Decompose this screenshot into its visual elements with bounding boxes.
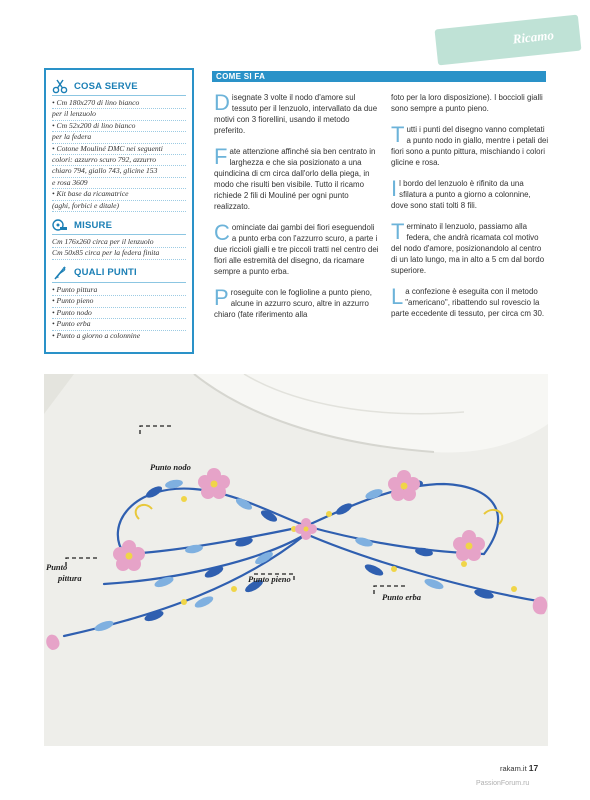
paragraph: Tutti i punti del disegno vanno completati a punto nodo in giallo, mentre i petali dei fiori sono a punto pittura, mischiando i colori glicine e rosa. <box>391 122 549 167</box>
list-item: Cm 50x85 circa per la federa finita <box>52 248 186 259</box>
paragraph: Terminato il lenzuolo, passiamo alla federa, che andrà ricamata col motivo del nodo d'amore, posizionandolo al centro di un lato lungo, ma in alto a 5 cm dal bordo superiore. <box>391 219 545 275</box>
list-item: • Cm 52x200 di lino bianco <box>52 121 186 132</box>
paragraph: Fate attenzione affinché sia ben centrato in larghezza e che sia posizionato a una quindicina di cm circa dall'orlo della piega, in modo che risulti ben visibile. Tutto il ricamo richiede 2 fili di Mouliné per ogni punto realizzato. <box>214 144 376 211</box>
cosa-serve-list <box>52 98 186 212</box>
paragraph: Cominciate dai gambi dei fiori eseguendoli a punto erba con l'azzurro scuro, a parte i due riccioli gialli e tre piccoli tratti nel centro dei fiori alle estremità del disegno, da ricamare sempre a punto erba. <box>214 220 379 276</box>
quali-punti-title: QUALI PUNTI <box>74 267 137 279</box>
materials-box <box>44 68 194 354</box>
callout-punto-pittura-line2: pittura <box>58 573 82 583</box>
embroidery-illustration <box>44 374 548 746</box>
page-number: 17 <box>528 763 539 773</box>
misure-header <box>52 217 186 233</box>
paragraph: Disegnate 3 volte il nodo d'amore sul tessuto per il lenzuolo, intervallato da due motivi con 3 fiorellini, usando il metodo preferito. <box>214 90 378 135</box>
needle-thread-icon <box>52 265 68 281</box>
callout-punto-erba: Punto erba <box>382 592 421 602</box>
list-item: • Cotone Mouliné DMC nei seguenti <box>52 144 186 155</box>
list-item: per la federa <box>52 132 186 143</box>
embroidery-photo <box>44 374 548 746</box>
footer-site: rakam.it <box>500 764 527 773</box>
callout-punto-pittura-line1: Punto <box>46 562 68 572</box>
callout-punto-pieno: Punto pieno <box>248 574 291 584</box>
paragraph: La confezione è eseguita con il metodo "americano", ribattendo sul rovescio la parte eccedente di tessuto, per circa cm 30. <box>391 284 545 318</box>
paragraph: foto per la loro disposizione). I boccioli gialli sono sempre a punto pieno. <box>391 93 543 113</box>
watermark: PassionForum.ru <box>476 780 530 787</box>
cosa-serve-header <box>52 78 186 94</box>
list-item: colori: azzurro scuro 792, azzurro <box>52 155 186 166</box>
list-item: • Cm 180x270 di lino bianco <box>52 98 186 109</box>
quali-punti-header <box>52 265 186 281</box>
list-item: • Punto erba <box>52 319 186 330</box>
section-tag-label: Ricamo <box>511 27 555 47</box>
list-item: chiaro 794, giallo 743, glicine 153 <box>52 166 186 177</box>
list-item: e rosa 3609 <box>52 178 186 189</box>
callout-punto-nodo: Punto nodo <box>150 462 191 472</box>
list-item: • Punto pittura <box>52 285 186 296</box>
paragraph: Proseguite con le foglioline a punto pieno, alcune in azzurro scuro, altre in azzurro chiaro (fate riferimento alla <box>214 285 372 319</box>
tape-measure-icon <box>52 217 68 233</box>
misure-list <box>52 237 186 260</box>
cosa-serve-title: COSA SERVE <box>74 80 138 92</box>
list-item: • Kit base da ricamatrice <box>52 189 186 200</box>
page-footer <box>500 763 538 773</box>
paragraph: Il bordo del lenzuolo è rifinito da una sfilatura a punto a giorno a colonnine, dove sono stati tolti 8 fili. <box>391 176 531 210</box>
list-item: • Punto pieno <box>52 296 186 307</box>
list-item: Cm 176x260 circa per il lenzuolo <box>52 237 186 248</box>
list-item: • Punto nodo <box>52 308 186 319</box>
list-item: per il lenzuolo <box>52 109 186 120</box>
howto-column-right <box>391 92 549 329</box>
list-item: • Punto a giorno a colonnine <box>52 330 141 340</box>
list-item: (aghi, forbici e ditale) <box>52 201 186 212</box>
howto-heading-bar <box>212 71 546 82</box>
howto-title: COME SI FA <box>216 72 266 81</box>
misure-title: MISURE <box>74 219 113 231</box>
section-tag <box>435 15 582 66</box>
quali-punti-list <box>52 285 186 341</box>
scissors-icon <box>52 78 68 94</box>
howto-column-left <box>214 92 380 330</box>
